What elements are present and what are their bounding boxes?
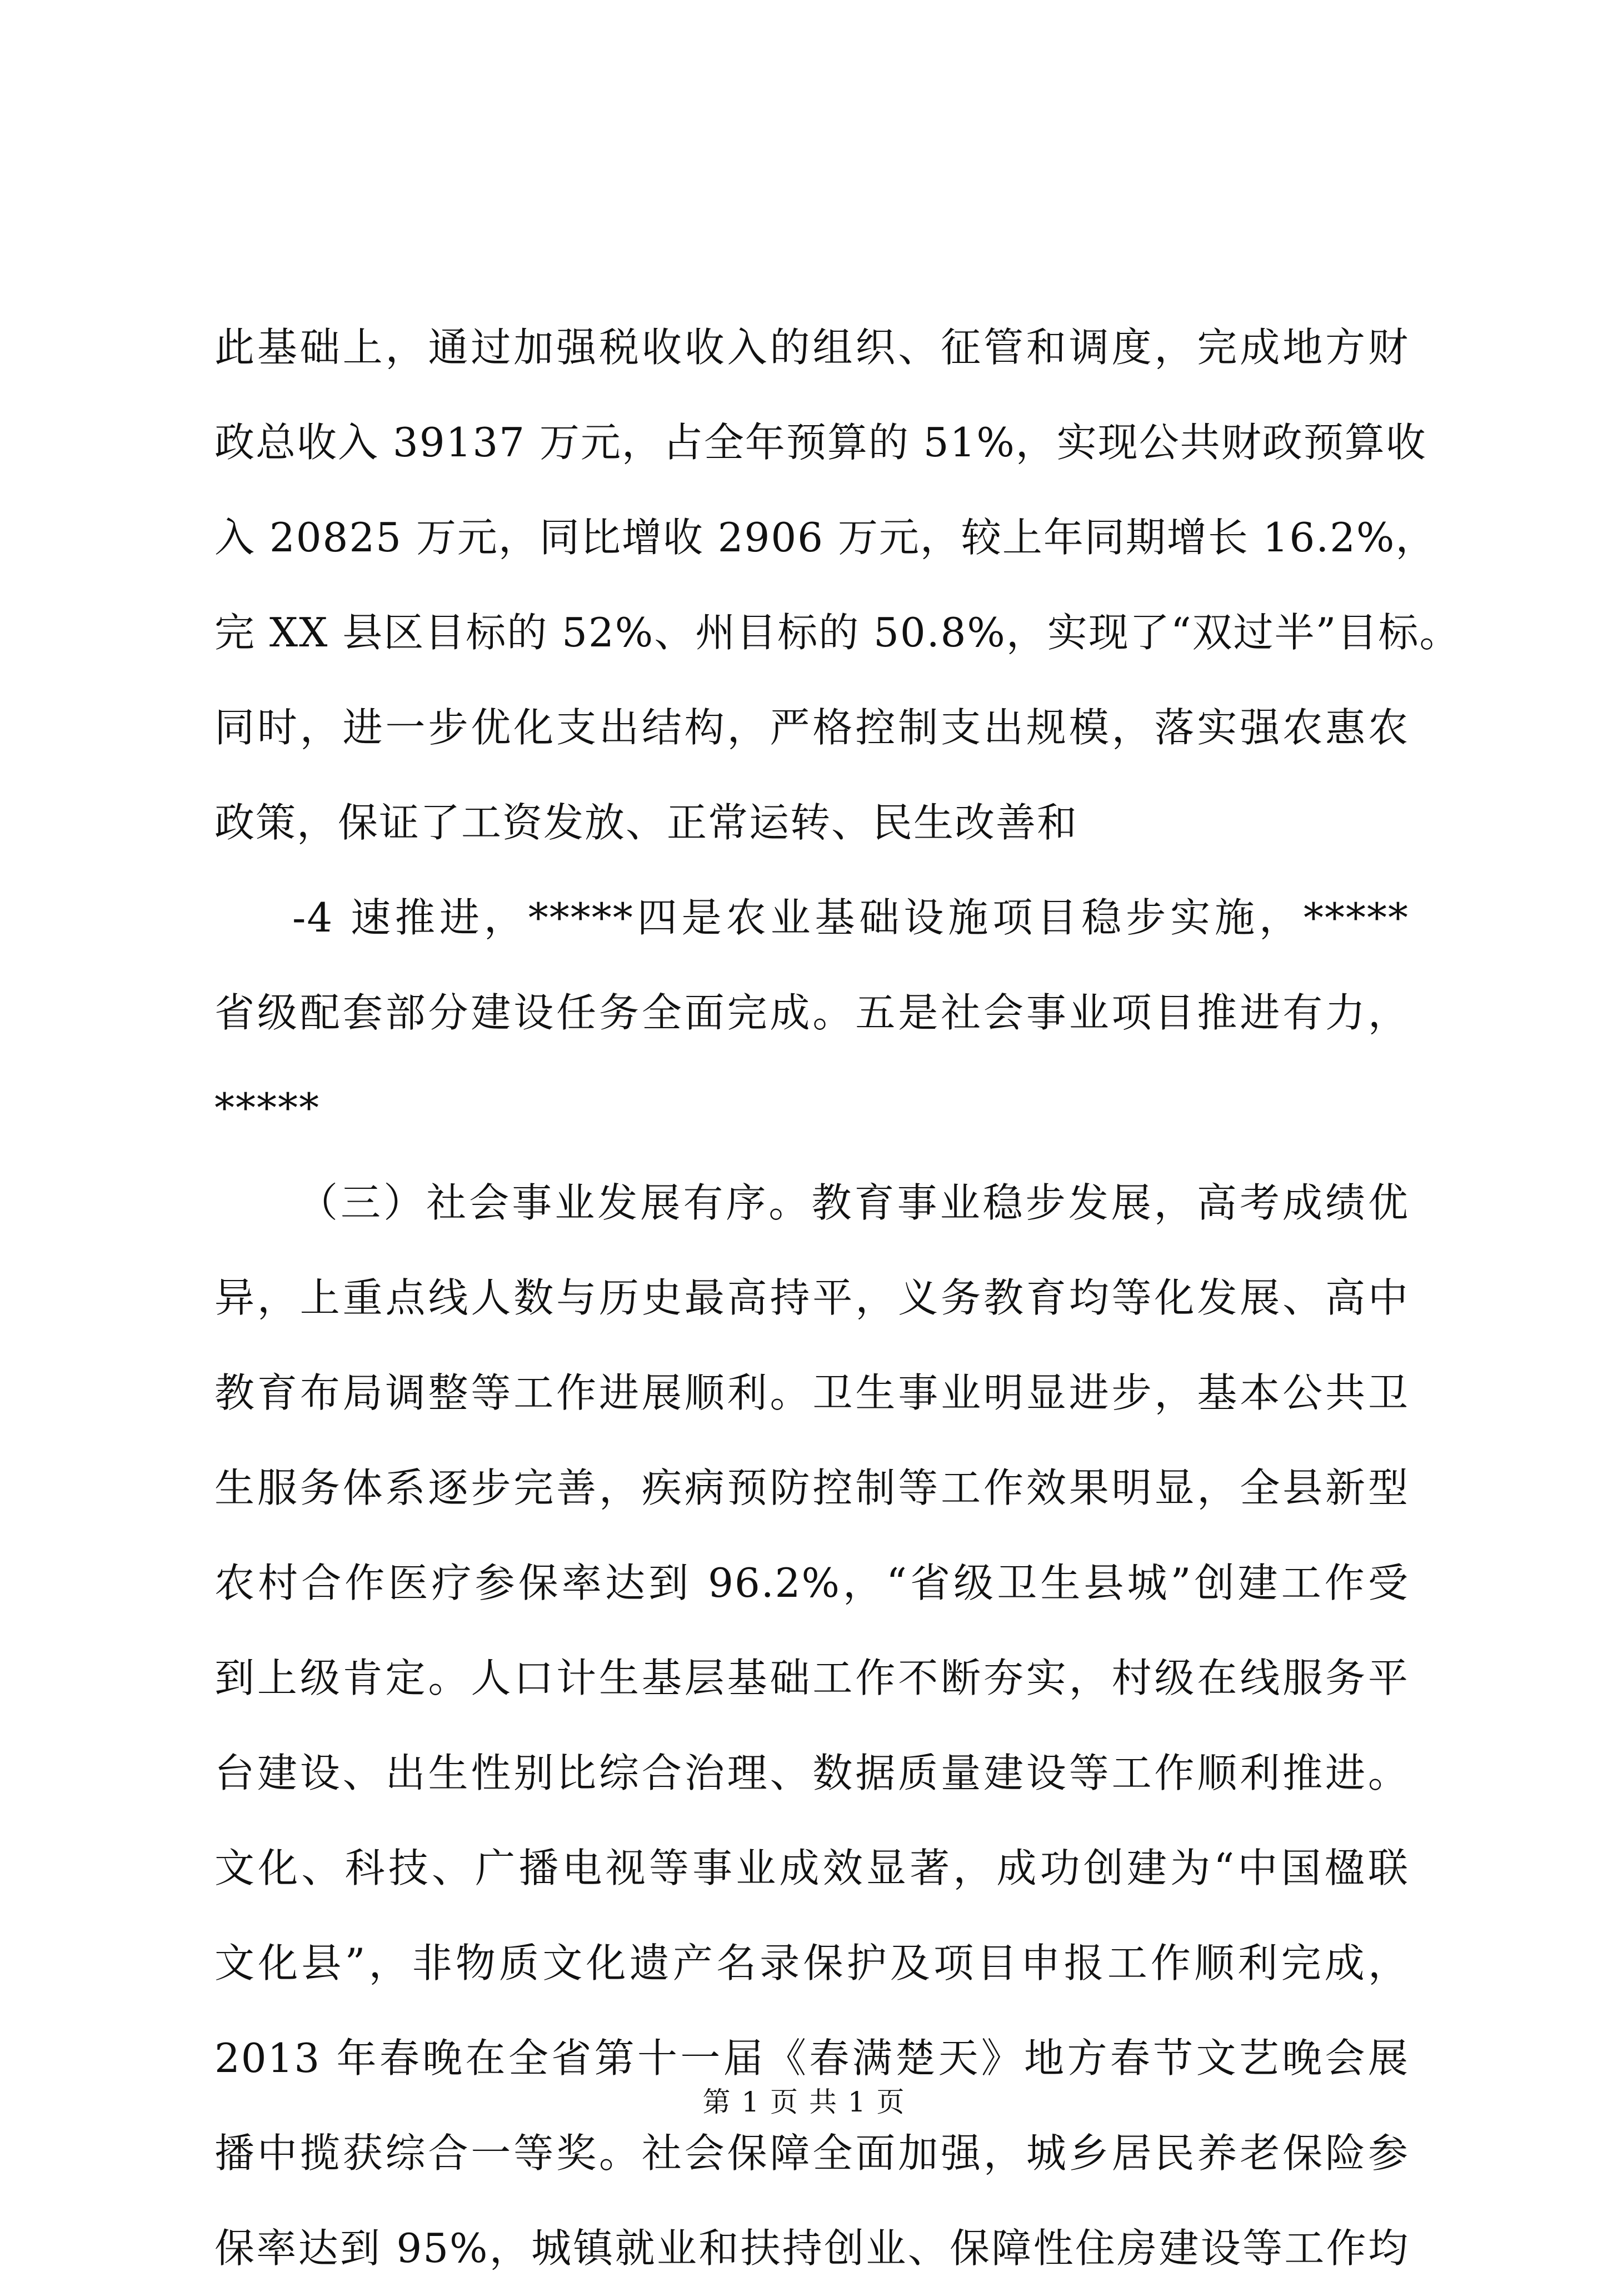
text-line: 异，上重点线人数与历史最高持平，义务教育均等化发展、高中	[214, 1274, 1409, 1321]
text-line: 此基础上，通过加强税收收入的组织、征管和调度，完成地方财	[214, 324, 1409, 371]
text-line: 生服务体系逐步完善，疾病预防控制等工作效果明显，全县新型	[214, 1465, 1409, 1511]
text-line: 完 XX 县区目标的 52%、州目标的 50.8%，实现了“双过半”目标。	[214, 609, 1461, 656]
text-line: 省级配套部分建设任务全面完成。五是社会事业项目推进有力，	[214, 989, 1409, 1036]
text-line: *****	[214, 1084, 320, 1131]
paragraph-heading-line: （三）社会事业发展有序。教育事业稳步发展，高考成绩优	[298, 1179, 1409, 1226]
text-line: 保率达到 95%，城镇就业和扶持创业、保障性住房建设等工作均	[214, 2225, 1409, 2272]
text-line: 台建设、出生性别比综合治理、数据质量建设等工作顺利推进。	[214, 1750, 1409, 1796]
text-line: 教育布局调整等工作进展顺利。卫生事业明显进步，基本公共卫	[214, 1369, 1409, 1416]
text-line: 同时，进一步优化支出结构，严格控制支出规模，落实强农惠农	[214, 704, 1409, 751]
document-body	[214, 300, 1461, 2296]
text-line: 2013 年春晚在全省第十一届《春满楚天》地方春节文艺晚会展	[214, 2035, 1409, 2081]
text-line: 到上级肯定。人口计生基层基础工作不断夯实，村级在线服务平	[214, 1655, 1409, 1701]
text-line: -4 速推进，*****四是农业基础设施项目稳步实施，*****	[292, 894, 1409, 941]
text-line: 政总收入 39137 万元，占全年预算的 51%，实现公共财政预算收	[214, 419, 1427, 466]
text-line: 文化县”，非物质文化遗产名录保护及项目申报工作顺利完成，	[214, 1940, 1409, 1986]
text-line: 文化、科技、广播电视等事业成效显著，成功创建为“中国楹联	[214, 1845, 1409, 1891]
text-line: 入 20825 万元，同比增收 2906 万元，较上年同期增长 16.2%，	[214, 514, 1437, 561]
text-line: 农村合作医疗参保率达到 96.2%，“省级卫生县城”创建工作受	[214, 1560, 1409, 1606]
text-line: 政策，保证了工资发放、正常运转、民生改善和	[214, 799, 1078, 846]
text-line: 播中揽获综合一等奖。社会保障全面加强，城乡居民养老保险参	[214, 2130, 1409, 2177]
page-footer: 第 1 页 共 1 页	[702, 2086, 906, 2118]
